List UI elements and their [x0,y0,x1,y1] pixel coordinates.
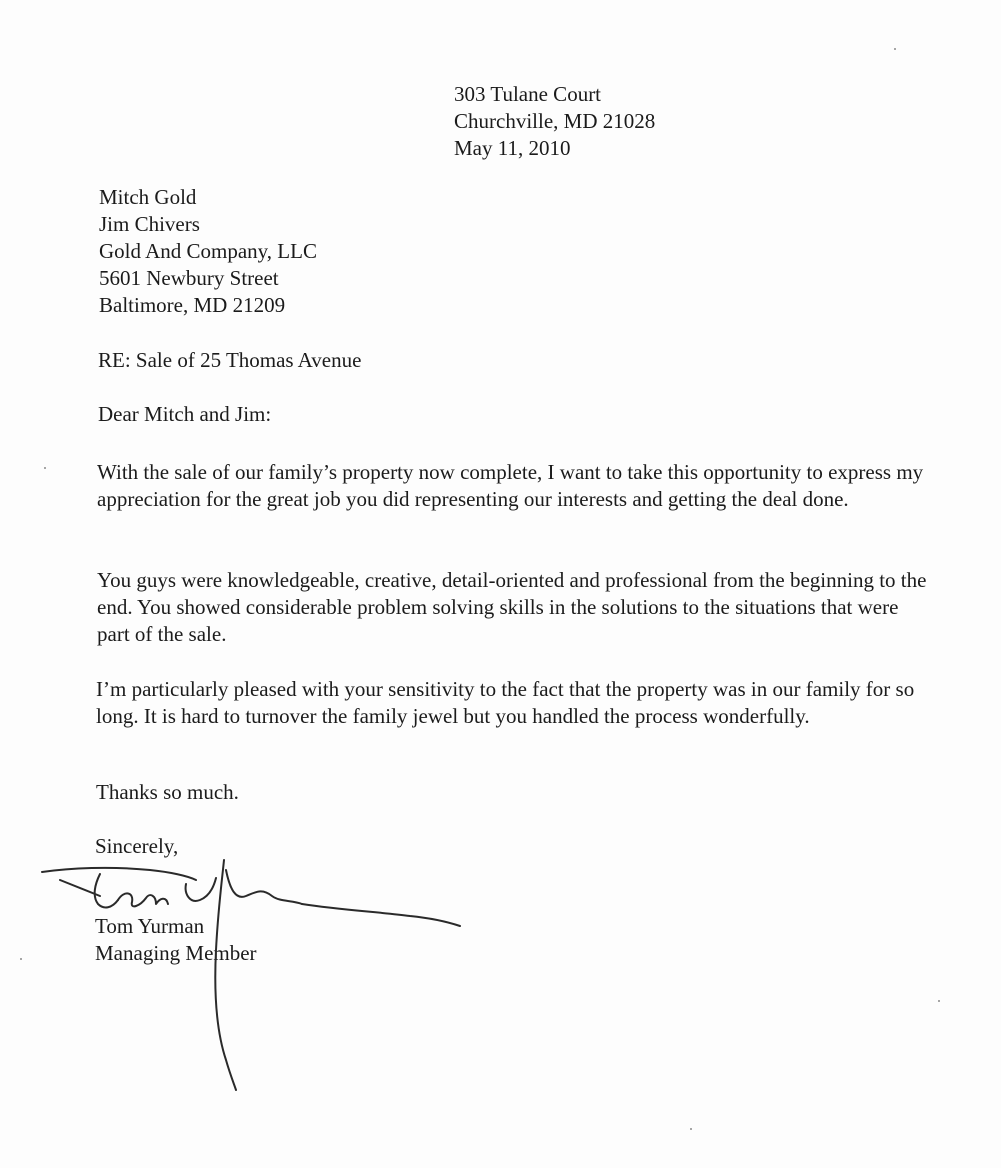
body-paragraph-1: With the sale of our family’s property now complete, I want to take this opportunity to express my appreciation for the great job you did representing our interests and getting the deal done. [97,460,924,511]
recipient-company: Gold And Company, LLC [99,239,317,263]
paper-speck [894,48,896,50]
sender-address [454,81,655,162]
recipient-street: 5601 Newbury Street [99,266,279,290]
paper-speck [690,1128,692,1130]
signer-block [95,913,257,967]
recipient-name-1: Mitch Gold [99,185,197,209]
closing-thanks: Thanks so much. [96,780,239,804]
signer-name: Tom Yurman [95,914,205,938]
paper-speck [20,958,22,960]
paper-speck [938,1000,940,1002]
signer-title: Managing Member [95,941,257,965]
body-paragraph-3: I’m particularly pleased with your sensitivity to the fact that the property was in our family for so long. It is hard to turnover the family jewel but you handled the process wonderfully. [96,677,915,728]
recipient-address [99,184,317,319]
sender-street: 303 Tulane Court [454,82,602,106]
body-paragraph-2: You guys were knowledgeable, creative, detail-oriented and professional from the beginning to the end. You showed considerable problem solving skills in the solutions to the situations that were part of the sale. [97,568,927,646]
paper-speck [44,467,46,469]
salutation: Dear Mitch and Jim: [98,402,272,426]
letter-date: May 11, 2010 [454,136,571,160]
re-line: RE: Sale of 25 Thomas Avenue [98,348,362,372]
recipient-name-2: Jim Chivers [99,212,200,236]
recipient-city-state-zip: Baltimore, MD 21209 [99,293,286,317]
sender-city-state-zip: Churchville, MD 21028 [454,109,656,133]
closing-sincerely: Sincerely, [95,834,179,858]
